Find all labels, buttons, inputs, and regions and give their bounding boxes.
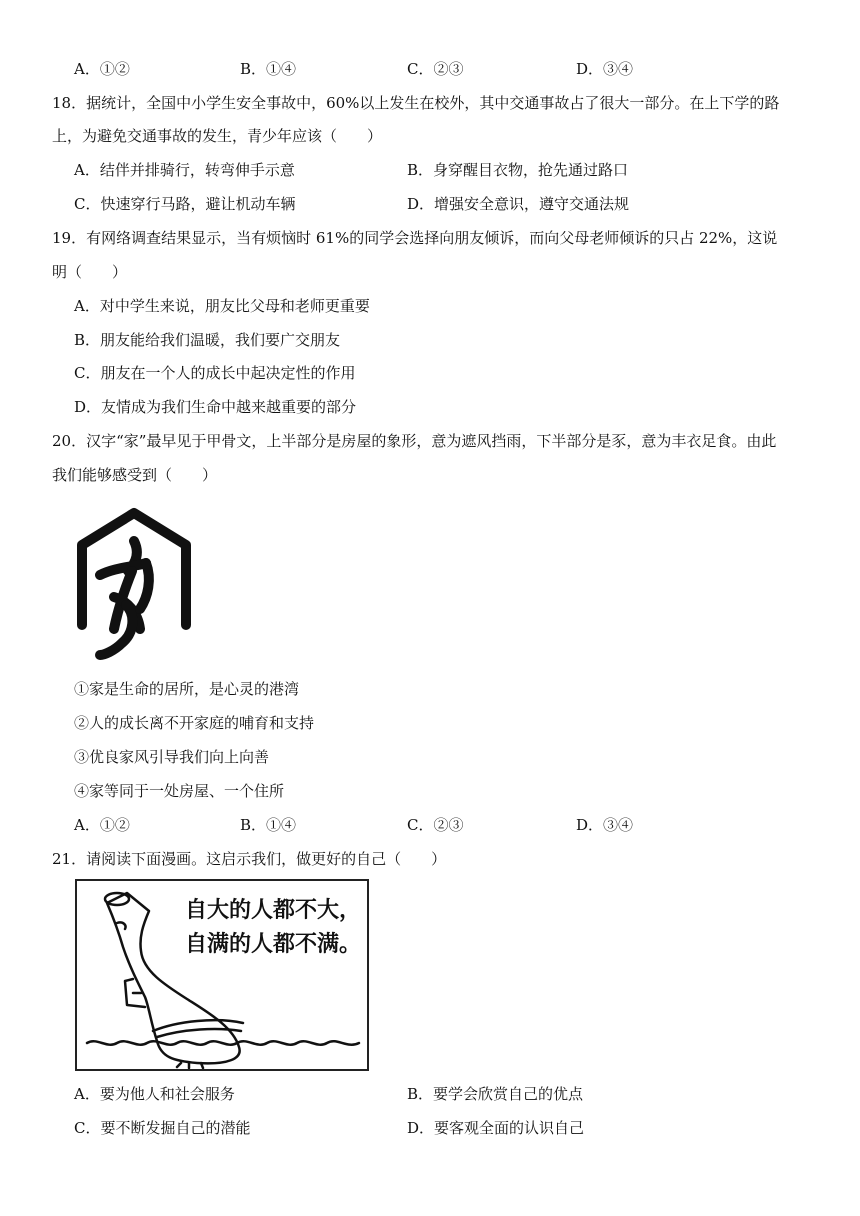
q21-option-b[interactable]: B．要学会欣赏自己的优点: [407, 1085, 584, 1103]
q19-stem-line2: 明（ ）: [52, 263, 128, 281]
oracle-bone-jia-image: [74, 505, 200, 665]
q18-option-b[interactable]: B．身穿醒目衣物，抢先通过路口: [407, 161, 629, 179]
q20-option-a[interactable]: A．①②: [74, 816, 130, 834]
q21-stem: 21．请阅读下面漫画。这启示我们，做更好的自己（ ）: [52, 850, 447, 868]
q19-option-b[interactable]: B．朋友能给我们温暖，我们要广交朋友: [74, 331, 341, 349]
q18-option-a[interactable]: A．结伴并排骑行，转弯伸手示意: [74, 161, 295, 179]
q18-stem-line1: 18．据统计，全国中小学生安全事故中，60%以上发生在校外，其中交通事故占了很大一部分。在上下学的路: [52, 94, 780, 112]
q18-stem-line2: 上，为避免交通事故的发生，青少年应该（ ）: [52, 127, 383, 145]
q19-stem-line1: 19．有网络调查结果显示，当有烦恼时 61%的同学会选择向朋友倾诉，而向父母老师倾诉的只占 22%，这说: [52, 229, 778, 247]
cartoon-frame: [75, 879, 369, 1071]
cartoon-caption-line2: 自满的人都不满。: [185, 932, 362, 957]
q21-option-c[interactable]: C．要不断发掘自己的潜能: [74, 1119, 251, 1137]
q18-option-c[interactable]: C．快速穿行马路，避让机动车辆: [74, 195, 296, 213]
q20-statement-2: ②人的成长离不开家庭的哺育和支持: [74, 714, 315, 732]
q20-statement-3: ③优良家风引导我们向上向善: [74, 748, 270, 766]
q21-option-a[interactable]: A．要为他人和社会服务: [74, 1085, 235, 1103]
q19-option-c[interactable]: C．朋友在一个人的成长中起决定性的作用: [74, 364, 356, 382]
q20-option-d[interactable]: D．③④: [576, 816, 634, 834]
q19-option-d[interactable]: D．友情成为我们生命中越来越重要的部分: [74, 398, 357, 416]
q18-option-d[interactable]: D．增强安全意识，遵守交通法规: [407, 195, 630, 213]
q19-option-a[interactable]: A．对中学生来说，朋友比父母和老师更重要: [74, 297, 370, 315]
q21-option-d[interactable]: D．要客观全面的认识自己: [407, 1119, 585, 1137]
cartoon-caption-line1: 自大的人都不大，: [185, 898, 362, 923]
q20-stem-line1: 20．汉字“家”最早见于甲骨文，上半部分是房屋的象形，意为遮风挡雨，下半部分是豕，意为丰衣足食。由此: [52, 432, 777, 450]
q17-option-a[interactable]: A．①②: [74, 60, 130, 78]
q20-option-c[interactable]: C．②③: [407, 816, 464, 834]
q17-option-c[interactable]: C．②③: [407, 60, 464, 78]
q20-statement-4: ④家等同于一处房屋、一个住所: [74, 782, 285, 800]
q17-option-b[interactable]: B．①④: [240, 60, 297, 78]
q20-statement-1: ①家是生命的居所，是心灵的港湾: [74, 680, 300, 698]
q20-option-b[interactable]: B．①④: [240, 816, 297, 834]
q17-option-d[interactable]: D．③④: [576, 60, 634, 78]
q20-stem-line2: 我们能够感受到（ ）: [52, 466, 218, 484]
